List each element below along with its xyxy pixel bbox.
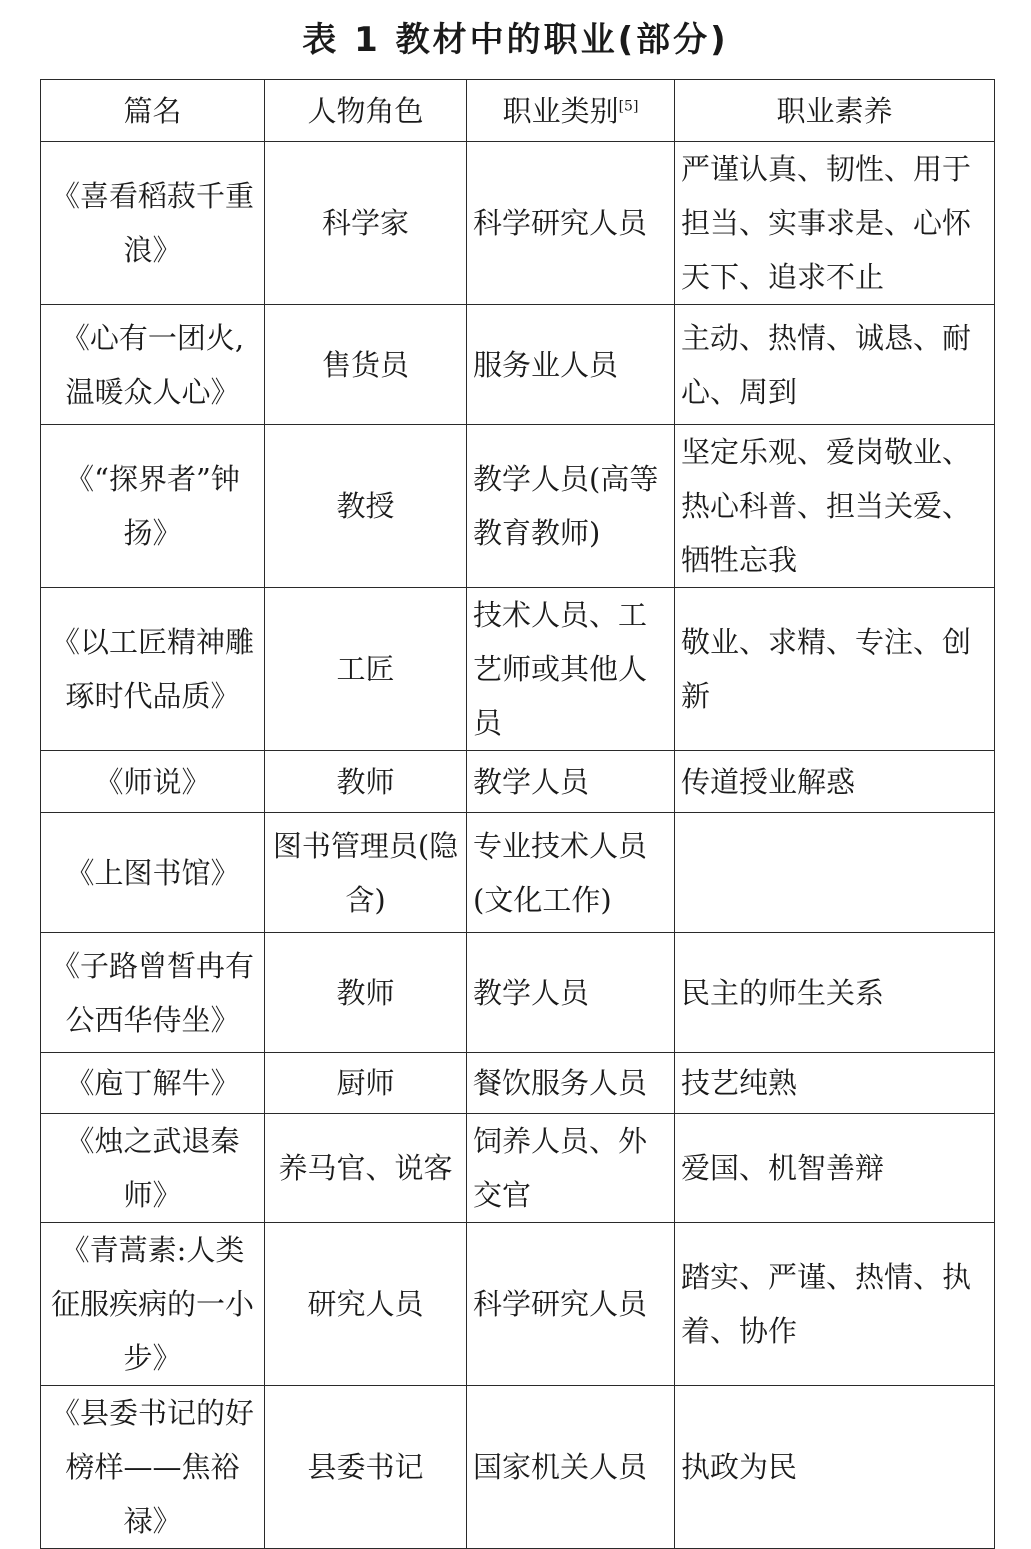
cell-quality: 踏实、严谨、热情、执着、协作 <box>675 1223 995 1386</box>
cell-role: 县委书记 <box>265 1386 467 1549</box>
cell-title: 《烛之武退秦师》 <box>41 1114 265 1223</box>
cell-role: 教授 <box>265 425 467 588</box>
cell-title: 《县委书记的好榜样——焦裕禄》 <box>41 1386 265 1549</box>
cell-category: 国家机关人员 <box>467 1386 675 1549</box>
cell-title: 《上图书馆》 <box>41 813 265 933</box>
cell-quality: 主动、热情、诚恳、耐心、周到 <box>675 305 995 425</box>
cell-category: 教学人员(高等教育教师) <box>467 425 675 588</box>
cell-role: 图书管理员(隐含) <box>265 813 467 933</box>
header-category-label: 职业类别 <box>502 93 619 128</box>
cell-role: 研究人员 <box>265 1223 467 1386</box>
cell-role: 科学家 <box>265 142 467 305</box>
cell-quality: 执政为民 <box>675 1386 995 1549</box>
cell-category: 专业技术人员(文化工作) <box>467 813 675 933</box>
cell-category: 服务业人员 <box>467 305 675 425</box>
cell-title: 《庖丁解牛》 <box>41 1053 265 1114</box>
cell-title: 《喜看稻菽千重浪》 <box>41 142 265 305</box>
table-row <box>41 1386 995 1549</box>
table-row <box>41 813 995 933</box>
cell-role: 售货员 <box>265 305 467 425</box>
table-row <box>41 933 995 1053</box>
header-quality: 职业素养 <box>675 80 995 142</box>
cell-category: 饲养人员、外交官 <box>467 1114 675 1223</box>
table-title: 表 1 教材中的职业(部分) <box>302 19 729 60</box>
cell-quality: 敬业、求精、专注、创新 <box>675 588 995 751</box>
occupations-table <box>40 79 995 1549</box>
cell-category: 技术人员、工艺师或其他人员 <box>467 588 675 751</box>
header-category <box>467 80 675 142</box>
header-row <box>41 80 995 142</box>
header-title: 篇名 <box>41 80 265 142</box>
cell-category: 科学研究人员 <box>467 142 675 305</box>
table-row <box>41 142 995 305</box>
table-row <box>41 588 995 751</box>
cell-title: 《心有一团火,温暖众人心》 <box>41 305 265 425</box>
cell-quality <box>675 813 995 933</box>
cell-quality: 民主的师生关系 <box>675 933 995 1053</box>
table-row <box>41 751 995 813</box>
table-row <box>41 425 995 588</box>
cell-quality: 爱国、机智善辩 <box>675 1114 995 1223</box>
cell-role: 教师 <box>265 933 467 1053</box>
cell-quality: 技艺纯熟 <box>675 1053 995 1114</box>
cell-title: 《师说》 <box>41 751 265 813</box>
cell-category: 科学研究人员 <box>467 1223 675 1386</box>
cell-role: 厨师 <box>265 1053 467 1114</box>
cell-role: 养马官、说客 <box>265 1114 467 1223</box>
cell-title: 《青蒿素:人类征服疾病的一小步》 <box>41 1223 265 1386</box>
table-row <box>41 1053 995 1114</box>
cell-category: 教学人员 <box>467 751 675 813</box>
cell-category: 教学人员 <box>467 933 675 1053</box>
table-row <box>41 1223 995 1386</box>
cell-role: 工匠 <box>265 588 467 751</box>
cell-role: 教师 <box>265 751 467 813</box>
cell-quality: 严谨认真、韧性、用于担当、实事求是、心怀天下、追求不止 <box>675 142 995 305</box>
cell-title: 《“探界者”钟扬》 <box>41 425 265 588</box>
footnote-marker: [5] <box>618 97 639 114</box>
cell-title: 《以工匠精神雕琢时代品质》 <box>41 588 265 751</box>
cell-category: 餐饮服务人员 <box>467 1053 675 1114</box>
table-row <box>41 305 995 425</box>
cell-title: 《子路曾皙冉有公西华侍坐》 <box>41 933 265 1053</box>
cell-quality: 传道授业解惑 <box>675 751 995 813</box>
cell-quality: 坚定乐观、爱岗敬业、热心科普、担当关爱、牺牲忘我 <box>675 425 995 588</box>
header-role: 人物角色 <box>265 80 467 142</box>
table-row <box>41 1114 995 1223</box>
